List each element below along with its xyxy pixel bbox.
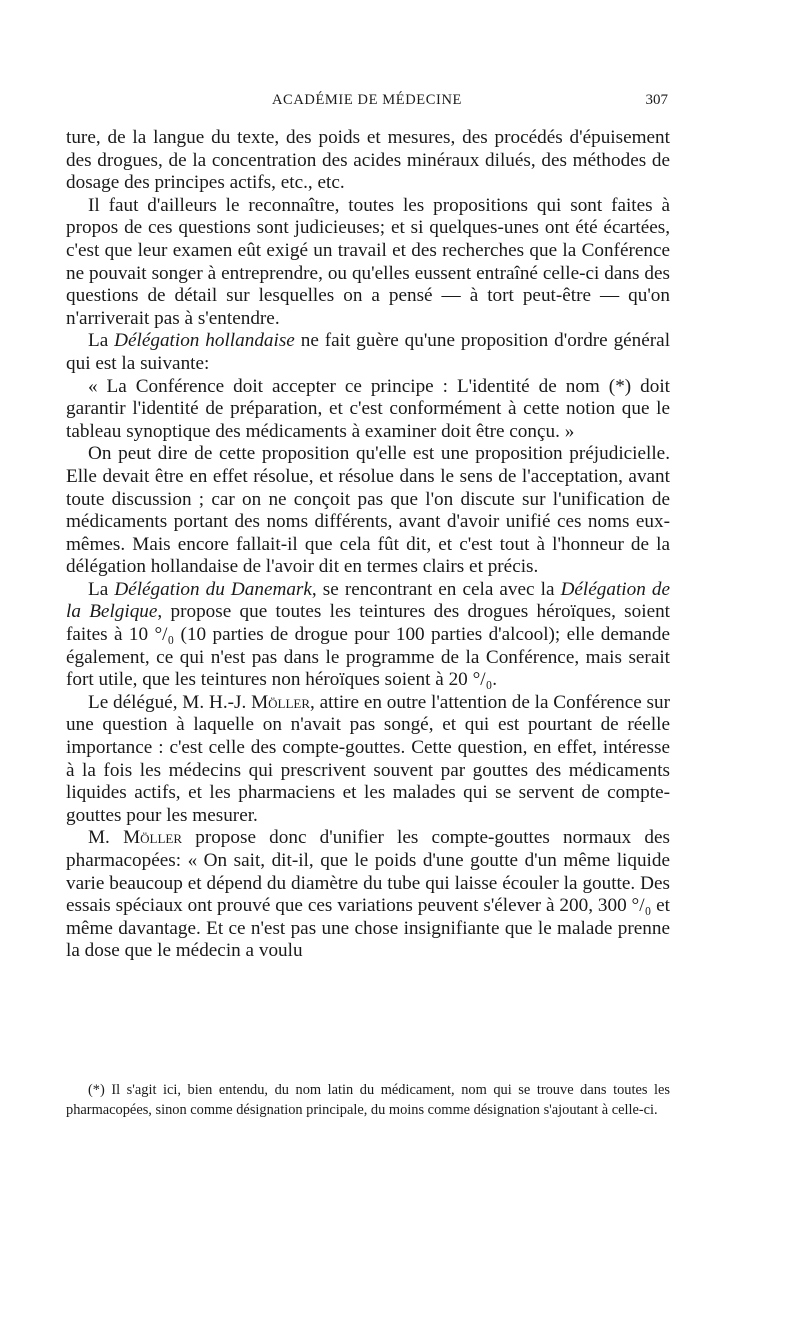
running-title: ACADÉMIE DE MÉDECINE (271, 92, 462, 108)
paragraph-8-rest: propose donc d'unifier les compte-gouttes normaux des pharmacopées: « On sait, dit-il, que le poids d'une goutte d'un même liquide varie beaucoup et dépend du diamètre du tube qui laisse écouler la goutte. Des essais spéciaux ont prouvé que ces variations peuvent s'élever à 200, 300 °/₀ et même davantage. Et ce n'est pas une chose insignifiante que le malade prenne la dose que le médecin a voulu (66, 827, 671, 962)
delegate-name-moller: Möller (251, 691, 311, 713)
page-number: 307 (645, 92, 668, 108)
paragraph-4-quotation: « La Conférence doit accepter ce principe : L'identité de nom (*) doit garantir l'identité de préparation, et c'est conformément à cette notion que le tableau synoptique des médicaments à examiner doit être conçu. » (66, 375, 670, 442)
paragraph-5: On peut dire de cette proposition qu'elle est une proposition préjudicielle. Elle devait être en effet résolue, et résolue dans le sens de l'acceptation, avant toute discussion ; car on ne conçoit pas que l'on discute sur l'unification de médicaments portant des noms différents, avant d'avoir unifié ces noms eux-mêmes. Mais encore fallait-il que cela fût dit, et c'est tout à l'honneur de la délégation hollandaise de l'avoir dit en termes clairs et précis. (66, 443, 670, 578)
paragraph-6-middle: , se rencontrant en cela avec la (311, 578, 555, 600)
paragraph-6-lead: La (88, 578, 109, 600)
paragraph-3-rest: ne fait guère qu'une proposition d'ordre général qui est la suivante: (66, 330, 671, 374)
paragraph-7-rest: , attire en outre l'attention de la Conférence sur une question à laquelle on n'avait pas songé, et qui est pourtant de réelle importance : c'est celle des compte-gouttes. Cette question, en effet, intéresse à la fois les médecins qui prescrivent souvent par gouttes des médicaments liquides actifs, et les pharmaciens et les malades qui se servent de compte-gouttes pour les mesurer. (66, 691, 670, 826)
body-text (66, 127, 670, 963)
footnote: (*) Il s'agit ici, bien entendu, du nom latin du médicament, nom qui se trouve dans toutes les pharmacopées, sinon comme désignation principale, du moins comme désignation s'ajoutant à celle-ci. (66, 1082, 670, 1118)
paragraph-8-lead: M. (88, 827, 110, 849)
paragraph-6-rest: , propose que toutes les teintures des drogues héroïques, soient faites à 10 °/₀ (10 parties de drogue pour 100 parties d'alcool); elle demande également, ce qui n'est pas dans le programme de la Conférence, mais serait fort utile, que les teintures non héroïques soient à 20 °/₀. (66, 601, 671, 691)
paragraph-2: Il faut d'ailleurs le reconnaître, toutes les propositions qui sont faites à propos de ces questions sont judicieuses; et si quelques-unes ont été écartées, c'est que leur examen eût exigé un travail et des recherches que la Conférence ne pouvait songer à entreprendre, ou qu'elles eussent entraîné celle-ci dans des questions de détail sur lesquelles on a pensé — à tort peut-être — qu'on n'arriverait pas à s'entendre. (66, 194, 670, 329)
running-head (66, 92, 668, 114)
paragraph-1: ture, de la langue du texte, des poids et mesures, des procédés d'épuisement des drogues, de la concentration des acides minéraux dilués, des méthodes de dosage des principes actifs, etc., etc. (66, 127, 670, 194)
paragraph-3-lead: La (88, 330, 109, 352)
belgian-delegation-name: Délégation de la Belgique (66, 578, 671, 623)
delegate-name-moller-2: Möller (123, 827, 183, 849)
paragraph-7 (66, 692, 670, 828)
paragraph-3 (66, 330, 670, 375)
dutch-delegation-name: Délégation hollandaise (114, 330, 295, 352)
danish-delegation-name: Délégation du Danemark (114, 578, 312, 600)
paragraph-7-lead: Le délégué, M. H.-J. (88, 691, 247, 713)
paragraph-6 (66, 579, 670, 692)
paragraph-8 (66, 827, 670, 963)
footnote-area (66, 1081, 670, 1120)
